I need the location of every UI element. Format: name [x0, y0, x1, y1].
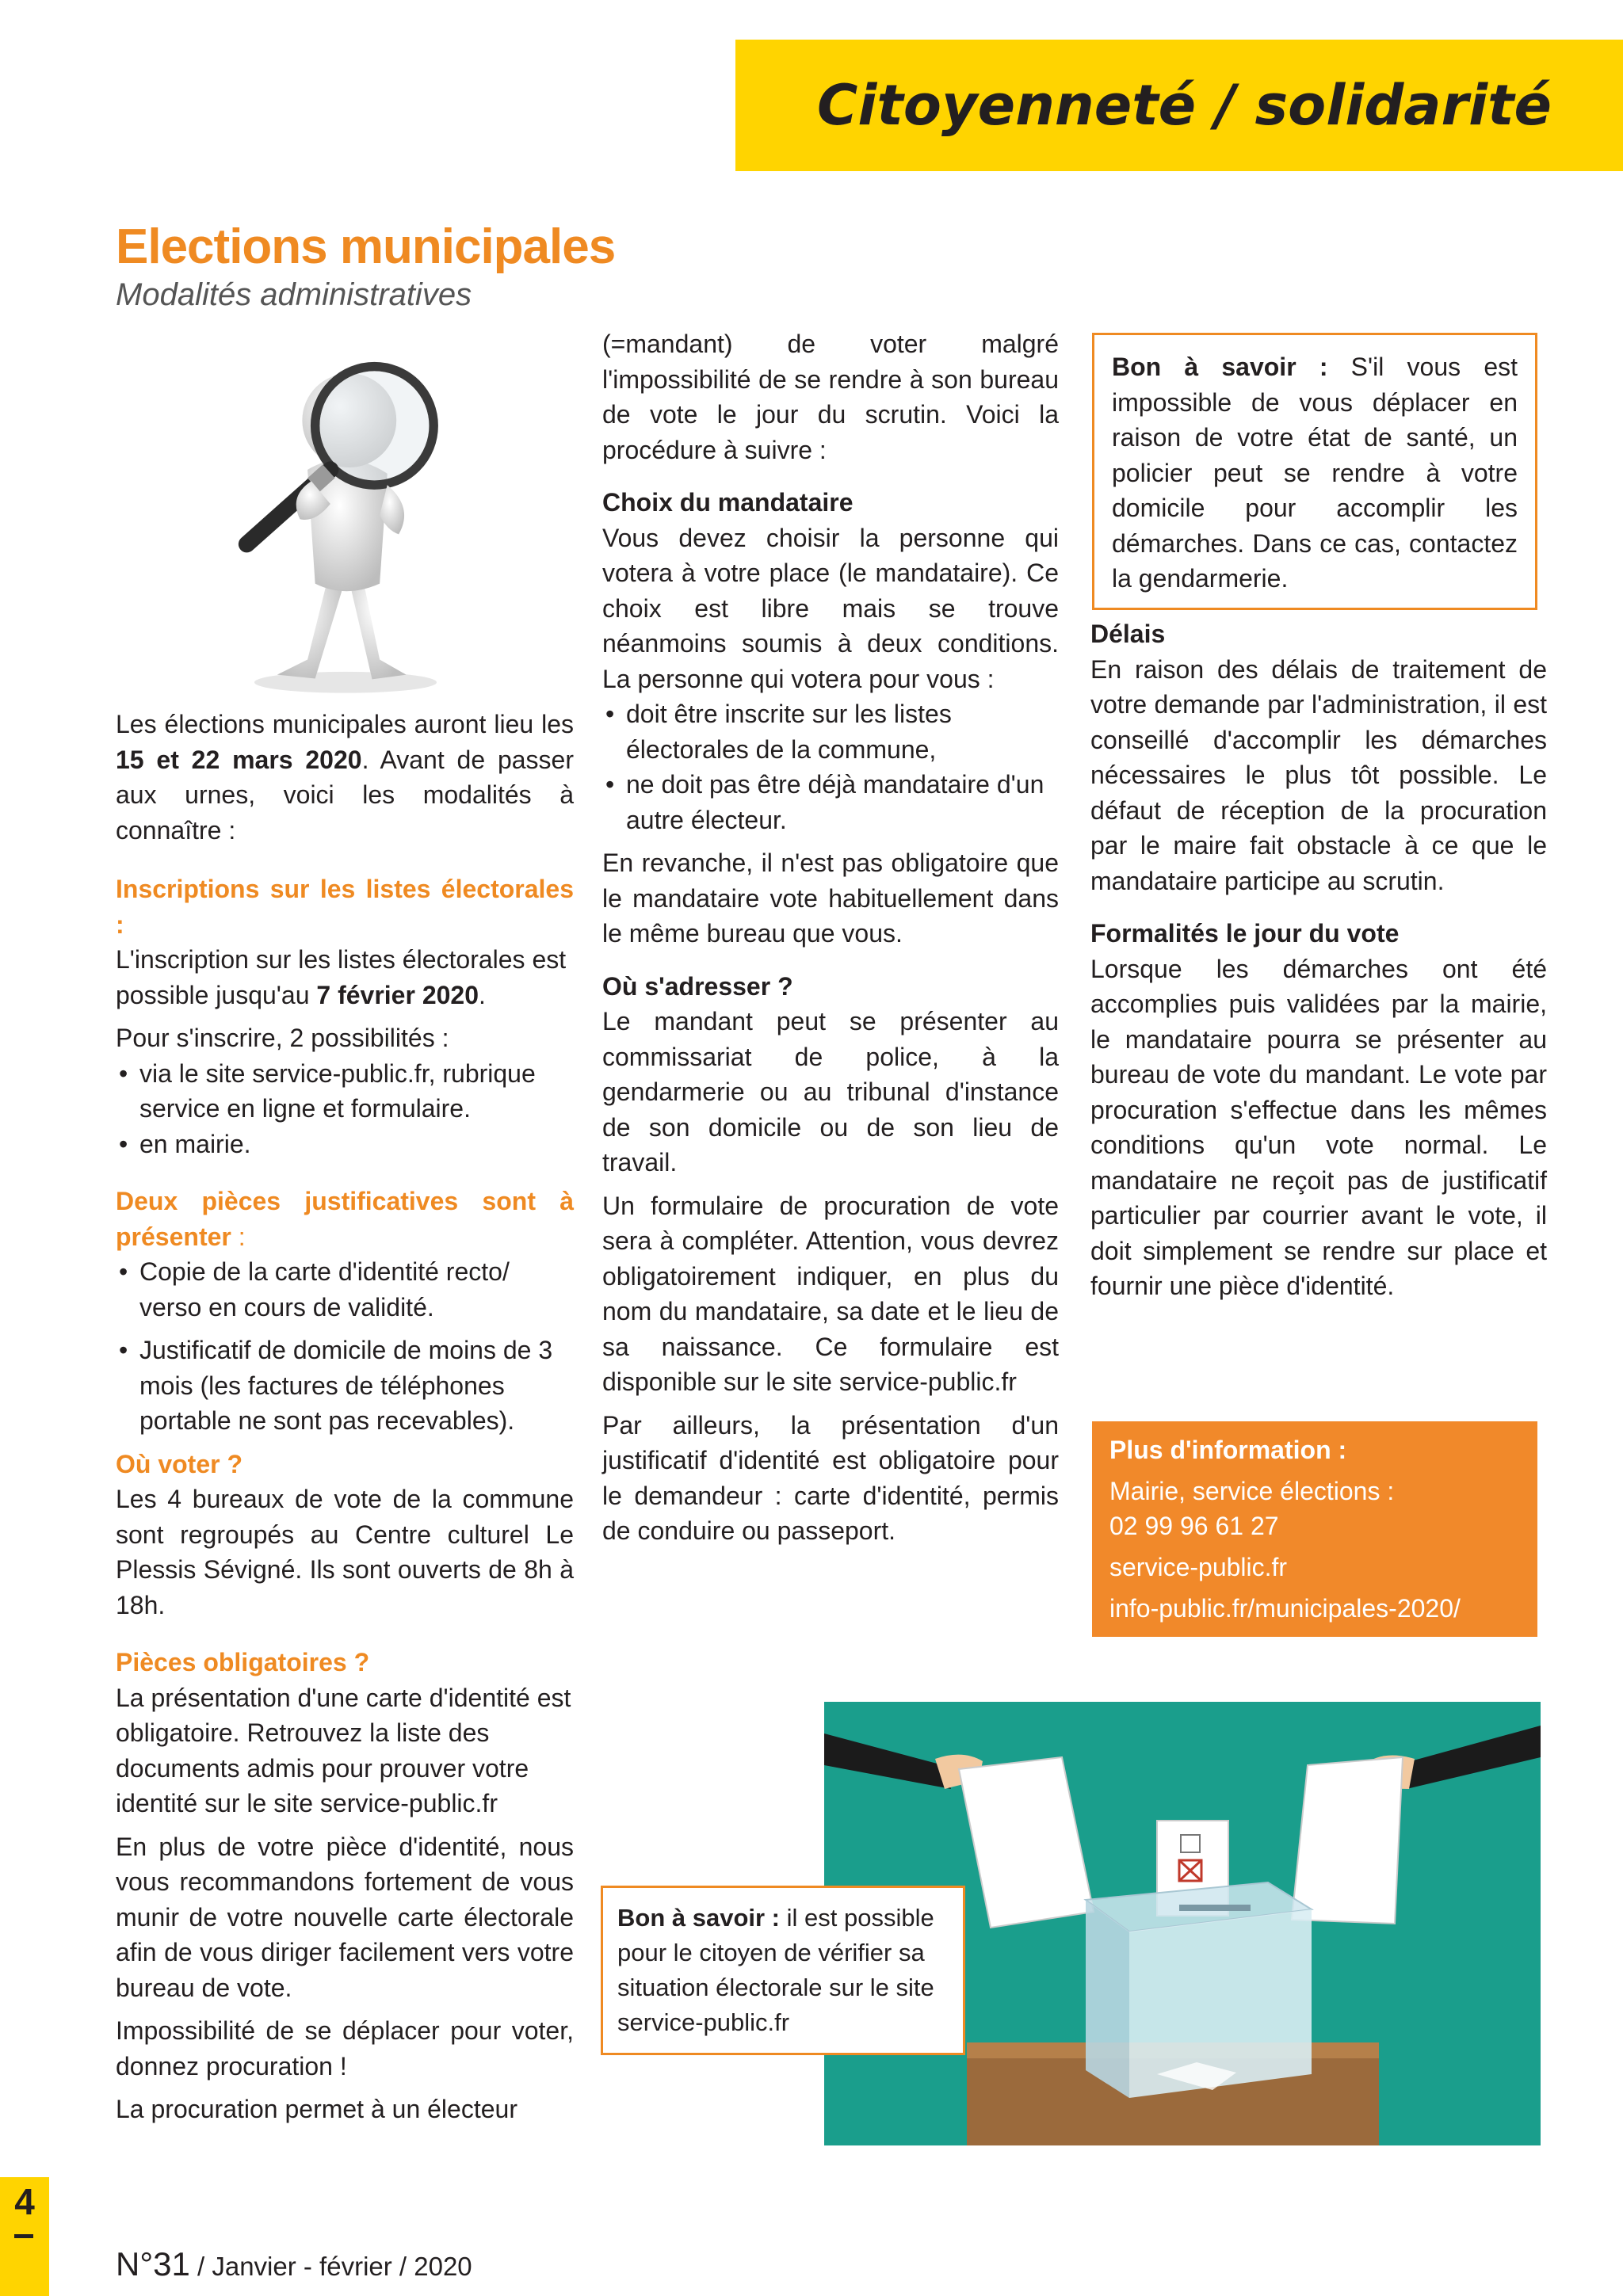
article-title: Elections municipales [116, 219, 616, 274]
page-number-dash [14, 2234, 33, 2238]
adresser-paragraph-1: Le mandant peut se présenter au commissariat de police, à la gendarmerie ou au tribunal d'instance de son domicile ou de son lieu de travail. [602, 1007, 1059, 1177]
bon-a-savoir-text: S'il vous est impossible de vous déplacer en raison de votre état de santé, un policier peut se rendre à votre domicile pour accomplir les démarches. Dans ce cas, contactez la gendarmerie. [1112, 353, 1518, 593]
adresser-paragraph-2: Un formulaire de procuration de vote sera à compléter. Attention, vous devrez obligatoirement indiquer, en plus du nom du mandataire, sa date et le lieu de sa naissance. Ce formulaire est disponible sur le site service-public.fr [602, 1191, 1059, 1396]
inscriptions-text: L'inscription sur les listes électorales est possible jusqu'au [116, 945, 567, 1009]
bon-a-savoir-text: il est possible pour le citoyen de vérifier sa situation électorale sur le site service-public.fr [617, 1904, 934, 2036]
info-heading: Plus d'information : [1109, 1436, 1347, 1464]
heading-choix-mandataire: Choix du mandataire [602, 488, 854, 517]
heading-pieces-text: Deux pièces justificatives sont à présenter [116, 1187, 574, 1251]
info-mairie: Mairie, service élections : [1109, 1477, 1395, 1505]
heading-pieces-colon: : [231, 1222, 246, 1251]
adresser-paragraph-3: Par ailleurs, la présentation d'un justificatif d'identité est obligatoire pour le demandeur : carte d'identité, permis de conduire ou passeport. [602, 1410, 1059, 1545]
section-banner [735, 40, 1623, 171]
procuration-continued: (=mandant) de voter malgré l'impossibilité de se rendre à son bureau de vote le jour du scrutin. Voici la procédure à suivre : [602, 330, 1059, 464]
oblig-paragraph-1: La présentation d'une carte d'identité est obligatoire. Retrouvez la liste des documents admis pour prouver votre identité sur le site service-public.fr [116, 1683, 571, 1817]
bon-a-savoir-box-sante [1092, 333, 1537, 610]
info-link-service-public[interactable]: service-public.fr [1109, 1553, 1288, 1581]
heading-adresser: Où s'adresser ? [602, 971, 793, 1001]
intro-paragraph [116, 707, 574, 848]
magnifier-figure-illustration [203, 341, 488, 705]
page-number: 4 [14, 2181, 35, 2222]
pieces-list [116, 1254, 574, 1439]
inscriptions-deadline: 7 février 2020 [316, 980, 479, 1009]
inscriptions-options-list [116, 1056, 574, 1162]
list-item: • en mairie. [116, 1127, 574, 1162]
heading-pieces-obligatoires: Pièces obligatoires ? [116, 1648, 370, 1676]
inscriptions-paragraph [116, 942, 574, 1013]
footer-issue [116, 2245, 472, 2283]
heading-delais: Délais [1090, 620, 1166, 648]
info-box [1092, 1421, 1537, 1637]
inscriptions-options-intro: Pour s'inscrire, 2 possibilités : [116, 1024, 449, 1052]
procuration-paragraph: La procuration permet à un électeur [116, 2095, 517, 2123]
list-item: • ne doit pas être déjà mandataire d'un autre électeur. [602, 767, 1059, 837]
heading-inscriptions: Inscriptions sur les listes électorales : [116, 875, 574, 939]
bon-a-savoir-label: Bon à savoir : [1112, 353, 1328, 381]
heading-formalites: Formalités le jour du vote [1090, 919, 1400, 948]
list-item: • Copie de la carte d'identité recto/ verso en cours de validité. [116, 1254, 574, 1325]
list-item: • doit être inscrite sur les listes électorales de la commune, [602, 696, 1059, 767]
issue-date: / Janvier - février / 2020 [189, 2252, 472, 2281]
choix-conditions-list [602, 696, 1059, 837]
column-middle [602, 326, 1059, 1557]
article-subtitle: Modalités administratives [116, 277, 472, 312]
column-right [1090, 616, 1547, 1312]
bon-a-savoir-box-verifier [601, 1886, 965, 2055]
heading-pieces [116, 1184, 574, 1254]
list-item: • Justificatif de domicile de moins de 3 mois (les factures de téléphones portable ne sont pas recevables). [116, 1333, 574, 1439]
column-left [116, 707, 574, 2135]
formalites-paragraph: Lorsque les démarches ont été accomplies puis validées par la mairie, le mandataire pourra se présenter au bureau de vote du mandant. Le vote par procuration s'effectue dans les mêmes conditions qu'un vote normal. Le mandataire ne reçoit pas de justificatif particulier par courrier avant le vote, il doit simplement se rendre sur place et fournir une pièce d'identité. [1090, 954, 1547, 1300]
election-dates: 15 et 22 mars 2020 [116, 745, 362, 774]
section-title: Citoyenneté / solidarité [817, 73, 1552, 138]
impossibilite-paragraph: Impossibilité de se déplacer pour voter, donnez procuration ! [116, 2016, 574, 2081]
bon-a-savoir-label: Bon à savoir : [617, 1904, 780, 1932]
inscriptions-text-end: . [479, 980, 486, 1009]
info-phone: 02 99 96 61 27 [1109, 1512, 1279, 1540]
list-item: • via le site service-public.fr, rubrique service en ligne et formulaire. [116, 1056, 574, 1127]
issue-number: N°31 [116, 2245, 190, 2283]
heading-ou-voter: Où voter ? [116, 1449, 243, 1478]
info-link-municipales[interactable]: info-public.fr/municipales-2020/ [1109, 1594, 1461, 1623]
intro-text-end: . Avant de passer aux urnes, voici les modalités à connaître : [116, 745, 575, 845]
revanche-paragraph: En revanche, il n'est pas obligatoire que le mandataire vote habituellement dans le même bureau que vous. [602, 849, 1059, 948]
oblig-paragraph-2: En plus de votre pièce d'identité, nous vous recommandons fortement de vous munir de votre nouvelle carte électorale afin de vous diriger facilement vers votre bureau de vote. [116, 1832, 574, 2002]
ou-voter-paragraph: Les 4 bureaux de vote de la commune sont regroupés au Centre culturel Le Plessis Sévigné. Ils sont ouverts de 8h à 18h. [116, 1485, 574, 1619]
intro-text: Les élections municipales auront lieu les [116, 710, 574, 738]
delais-paragraph: En raison des délais de traitement de votre demande par l'administration, il est conseillé d'accomplir les démarches nécessaires le plus tôt possible. Le défaut de réception de la procuration par le maire fait obstacle à ce que le mandataire participe au scrutin. [1090, 654, 1547, 895]
choix-paragraph: Vous devez choisir la personne qui votera à votre place (le mandataire). Ce choix est libre mais se trouve néanmoins soumis à deux conditions. La personne qui votera pour vous : [602, 523, 1059, 693]
